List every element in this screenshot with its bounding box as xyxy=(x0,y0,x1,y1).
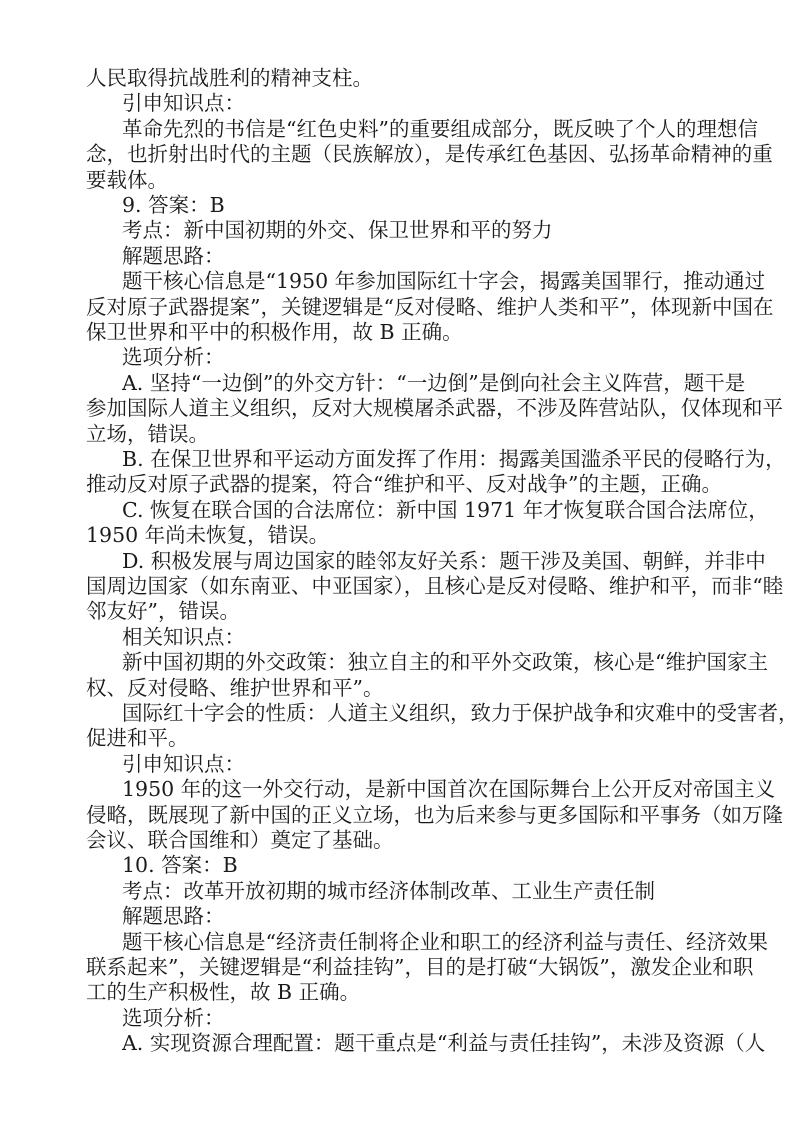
text-line: 1950 年的这一外交行动，是新中国首次在国际舞台上公开反对帝国主义 xyxy=(122,777,776,802)
text-line: 会议、联合国维和）奠定了基础。 xyxy=(86,828,394,852)
text-line: 选项分析： xyxy=(122,345,225,370)
text-line: 引申知识点： xyxy=(122,91,245,116)
text-line: 立场，错误。 xyxy=(86,421,209,446)
text-line: 相关知识点： xyxy=(122,624,245,649)
text-line: 新中国初期的外交政策：独立自主的和平外交政策，核心是“维护国家主 xyxy=(122,650,768,675)
text-line: 权、反对侵略、维护世界和平”。 xyxy=(86,675,384,700)
text-line: A. 坚持“一边倒”的外交方针：“一边倒”是倒向社会主义阵营，题干是 xyxy=(122,370,746,395)
text-line: 念，也折射出时代的主题（民族解放），是传承红色基因、弘扬革命精神的重 xyxy=(86,142,773,167)
text-line: 邻友好”，错误。 xyxy=(86,599,240,624)
text-line: 解题思路： xyxy=(122,243,225,268)
text-line: 革命先烈的书信是“红色史料”的重要组成部分，既反映了个人的理想信 xyxy=(122,116,758,141)
text-line: C. 恢复在联合国的合法席位：新中国 1971 年才恢复联合国合法席位， xyxy=(122,497,769,522)
text-line: D. 积极发展与周边国家的睦邻友好关系：题干涉及美国、朝鲜，并非中 xyxy=(122,548,766,573)
text-line: 选项分析： xyxy=(122,1005,225,1030)
text-line: 1950 年尚未恢复，错误。 xyxy=(86,523,330,548)
text-line: 推动反对原子武器的提案，符合“维护和平、反对战争”的主题，正确。 xyxy=(86,472,722,497)
text-line: 9. 答案：B xyxy=(122,193,225,217)
text-line: B. 在保卫世界和平运动方面发挥了作用：揭露美国滥杀平民的侵略行为， xyxy=(122,447,786,471)
text-line: 考点：改革开放初期的城市经济体制改革、工业生产责任制 xyxy=(122,878,655,903)
text-line: 参加国际人道主义组织，反对大规模屠杀武器，不涉及阵营站队，仅体现和平 xyxy=(86,396,783,421)
text-line: 10. 答案：B xyxy=(122,853,238,878)
text-line: 人民取得抗战胜利的精神支柱。 xyxy=(86,66,373,90)
text-line: 促进和平。 xyxy=(86,726,189,751)
text-line: A. 实现资源合理配置：题干重点是“利益与责任挂钩”，未涉及资源（人 xyxy=(122,1031,766,1056)
text-line: 国际红十字会的性质：人道主义组织，致力于保护战争和灾难中的受害者， xyxy=(122,701,799,725)
text-line: 要载体。 xyxy=(86,167,168,192)
text-line: 工的生产积极性，故 B 正确。 xyxy=(86,980,361,1005)
text-line: 题干核心信息是“1950 年参加国际红十字会，揭露美国罪行，推动通过 xyxy=(122,269,766,294)
text-line: 国周边国家（如东南亚、中亚国家），且核心是反对侵略、维护和平，而非“睦 xyxy=(86,574,784,598)
text-line: 保卫世界和平中的积极作用，故 B 正确。 xyxy=(86,320,463,344)
text-line: 解题思路： xyxy=(122,904,225,929)
text-line: 侵略，既展现了新中国的正义立场，也为后来参与更多国际和平事务（如万隆 xyxy=(86,802,783,827)
text-line: 引申知识点： xyxy=(122,751,245,776)
text-line: 反对原子武器提案”，关键逻辑是“反对侵略、维护人类和平”，体现新中国在 xyxy=(86,294,774,319)
text-line: 题干核心信息是“经济责任制将企业和职工的经济利益与责任、经济效果 xyxy=(122,929,768,954)
text-line: 联系起来”，关键逻辑是“利益挂钩”，目的是打破“大锅饭”，激发企业和职 xyxy=(86,955,754,979)
text-line: 考点：新中国初期的外交、保卫世界和平的努力 xyxy=(122,218,553,243)
